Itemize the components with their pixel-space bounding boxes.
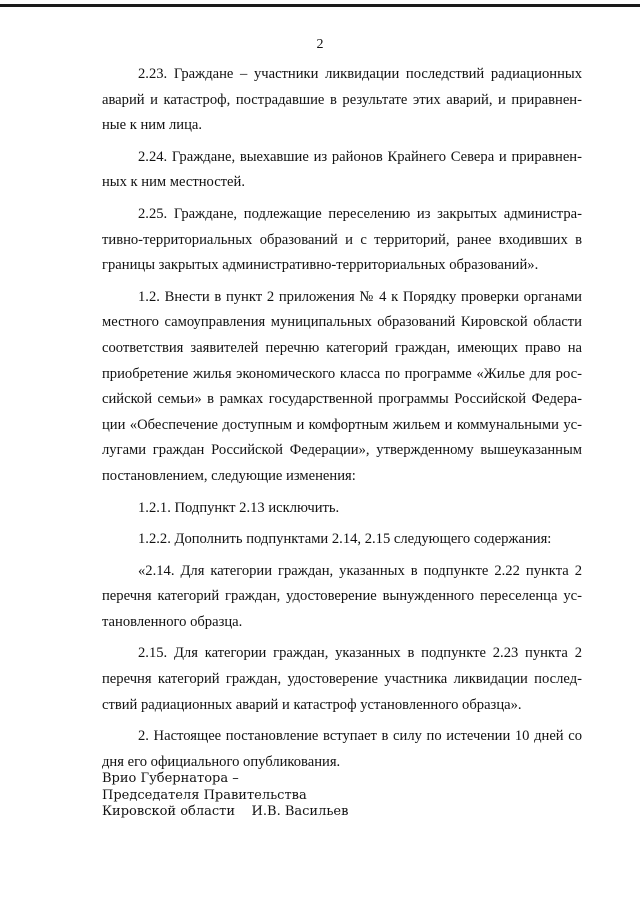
paragraph-1-2-2: 1.2.2. Дополнить подпунктами 2.14, 2.15 следующего содержания:	[138, 531, 552, 548]
paragraph-2-15: 2.15. Для категории граждан, указанных в подпункте 2.23 пункта 2 перечня категорий граждан, удостоверение участника ликвидации последствий радиационных аварий и катастроф установленного образца».	[102, 645, 582, 713]
top-border-line	[0, 4, 640, 7]
signature-block	[102, 771, 348, 821]
document-body	[102, 62, 582, 781]
paragraph-2-23: 2.23. Граждане – участники ликвидации последствий радиационных аварий и катастроф, пострадавшие в результате этих аварий, и приравненные к ним лица.	[102, 66, 582, 134]
signature-title-line-3: Кировской области И.В. Васильев	[102, 804, 349, 819]
paragraph-1-2-1: 1.2.1. Подпункт 2.13 исключить.	[138, 499, 340, 516]
paragraph-1-2: 1.2. Внести в пункт 2 приложения № 4 к Порядку проверки органами местного самоуправления муниципальных образований Кировской области соответствия заявителей перечню категорий граждан, имеющих право на приобретение жилья экономического класса по программе «Жилье для российской семьи» в рамках государственной программы Российской Федерации «Обеспечение доступным и комфортным жильем и коммунальными услугами граждан Российской Федерации», утвержденному вышеуказанным постановлением, следующие изменения:	[102, 288, 582, 484]
paragraph-2-14: «2.14. Для категории граждан, указанных в подпункте 2.22 пункта 2 перечня категорий граждан, удостоверение вынужденного переселенца установленного образца.	[102, 562, 582, 630]
signature-title-line-2: Председателя Правительства	[102, 787, 307, 803]
page-number: 2	[316, 37, 324, 52]
paragraph-2-25: 2.25. Граждане, подлежащие переселению из закрытых административно-территориальных образований и с территорий, ранее входивших в границы закрытых административно-территориальных образований».	[102, 205, 582, 274]
paragraph-2-24: 2.24. Граждане, выехавшие из районов Крайнего Севера и приравненных к ним местностей.	[102, 148, 582, 191]
paragraph-2-effective: 2. Настоящее постановление вступает в силу по истечении 10 дней со дня его официального опубликования.	[102, 728, 582, 770]
signature-title-line-1: Врио Губернатора –	[102, 771, 239, 786]
